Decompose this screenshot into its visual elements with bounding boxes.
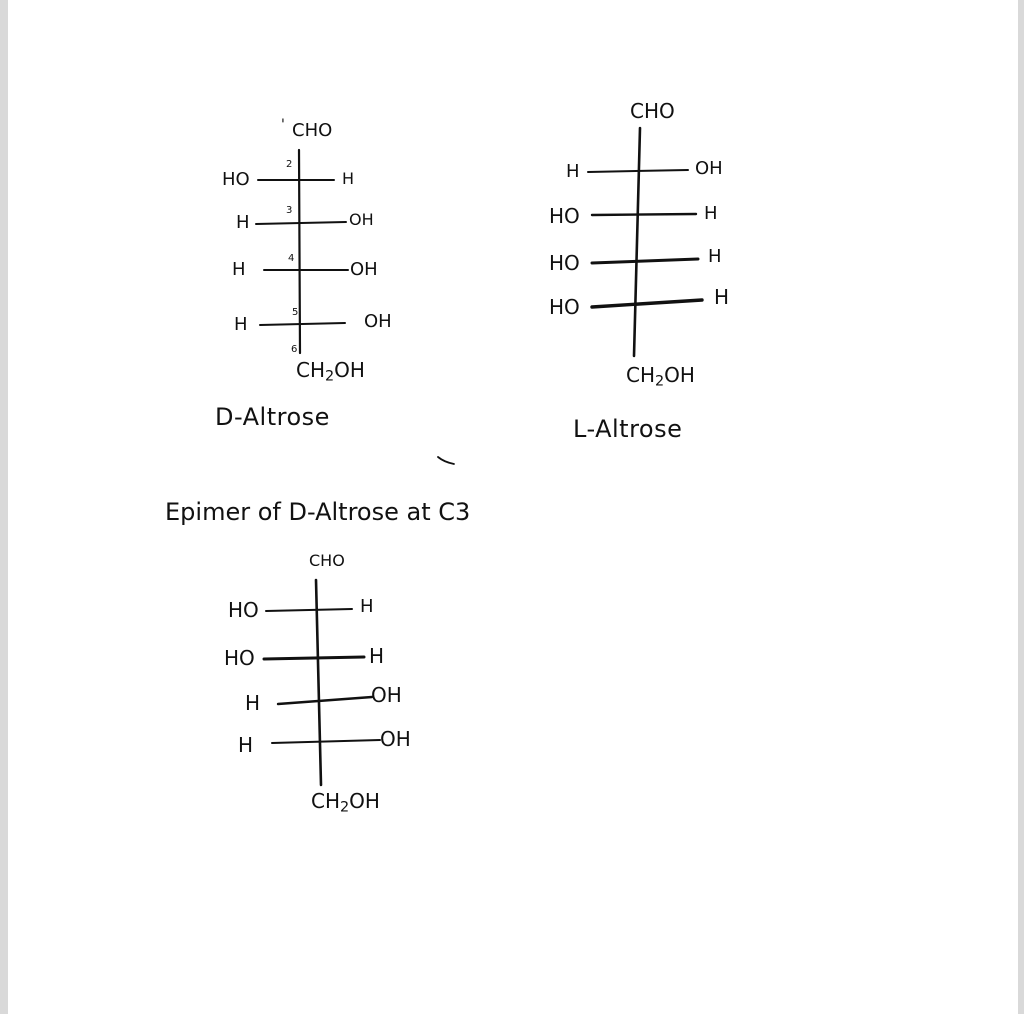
epimer-c2-left: HO [228, 598, 259, 622]
epimer-c5-right: OH [380, 727, 411, 751]
d-altrose-c4-right: OH [350, 259, 378, 280]
epimer-c3-right: H [369, 644, 385, 668]
epimer-c2-right: H [360, 596, 374, 617]
d-altrose-c2-left: HO [222, 169, 250, 190]
d-altrose-top-group: CHO [292, 120, 333, 141]
l-altrose-bond-c2 [588, 170, 688, 172]
d-altrose-bond-c3 [256, 222, 346, 224]
d-altrose-bottom-group: $CH_2OH$ [296, 358, 365, 385]
l-altrose-c5-right: H [714, 285, 730, 309]
l-altrose-c3-left: HO [549, 204, 580, 228]
l-altrose-c2-right: OH [695, 158, 723, 179]
d-altrose-c1-mark: ' [281, 117, 285, 133]
d-altrose-bond-c5 [260, 323, 345, 325]
l-altrose-c5-left: HO [549, 295, 580, 319]
d-altrose-c5-right: OH [364, 311, 392, 332]
epimer-bond-c3 [264, 657, 364, 659]
d-altrose-name: D-Altrose [215, 403, 330, 431]
epimer-bond-c2 [266, 609, 352, 611]
epimer-bond-c4 [278, 697, 372, 704]
l-altrose-top-group: CHO [630, 99, 675, 123]
epimer-c3-left: HO [224, 646, 255, 670]
l-altrose-bond-c4 [592, 259, 698, 263]
d-altrose-c4-left: H [232, 259, 246, 280]
d-altrose-c5-number: 5 [292, 307, 299, 318]
d-altrose-c3-left: H [236, 212, 250, 233]
epimer-bottom-group: $CH_2OH$ [311, 789, 380, 816]
l-altrose-bond-c5 [592, 300, 702, 307]
epimer-c4-left: H [245, 691, 261, 715]
l-altrose-name: L-Altrose [573, 415, 683, 443]
d-altrose-c4-number: 4 [288, 253, 295, 264]
l-altrose-c2-left: H [566, 161, 580, 182]
epimer-c4-right: OH [371, 683, 402, 707]
l-altrose-bottom-group: $CH_2OH$ [626, 363, 695, 390]
d-altrose-c6-number: 6 [291, 344, 298, 355]
l-altrose-c4-right: H [708, 246, 722, 267]
d-altrose-c5-left: H [234, 314, 248, 335]
d-altrose-c2-right: H [342, 169, 355, 188]
stray-pen-mark [438, 457, 454, 464]
l-altrose-bond-c3 [592, 214, 696, 215]
l-altrose-backbone [634, 128, 640, 356]
epimer-c5-left: H [238, 733, 254, 757]
d-altrose-c2-number: 2 [286, 159, 293, 170]
epimer-top-group: CHO [309, 551, 345, 570]
l-altrose-c4-left: HO [549, 251, 580, 275]
l-altrose-c3-right: H [704, 203, 718, 224]
epimer-heading: Epimer of D-Altrose at C3 [165, 498, 471, 526]
d-altrose-c3-number: 3 [286, 205, 293, 216]
d-altrose-c3-right: OH [349, 210, 374, 229]
epimer-bond-c5 [272, 740, 380, 743]
